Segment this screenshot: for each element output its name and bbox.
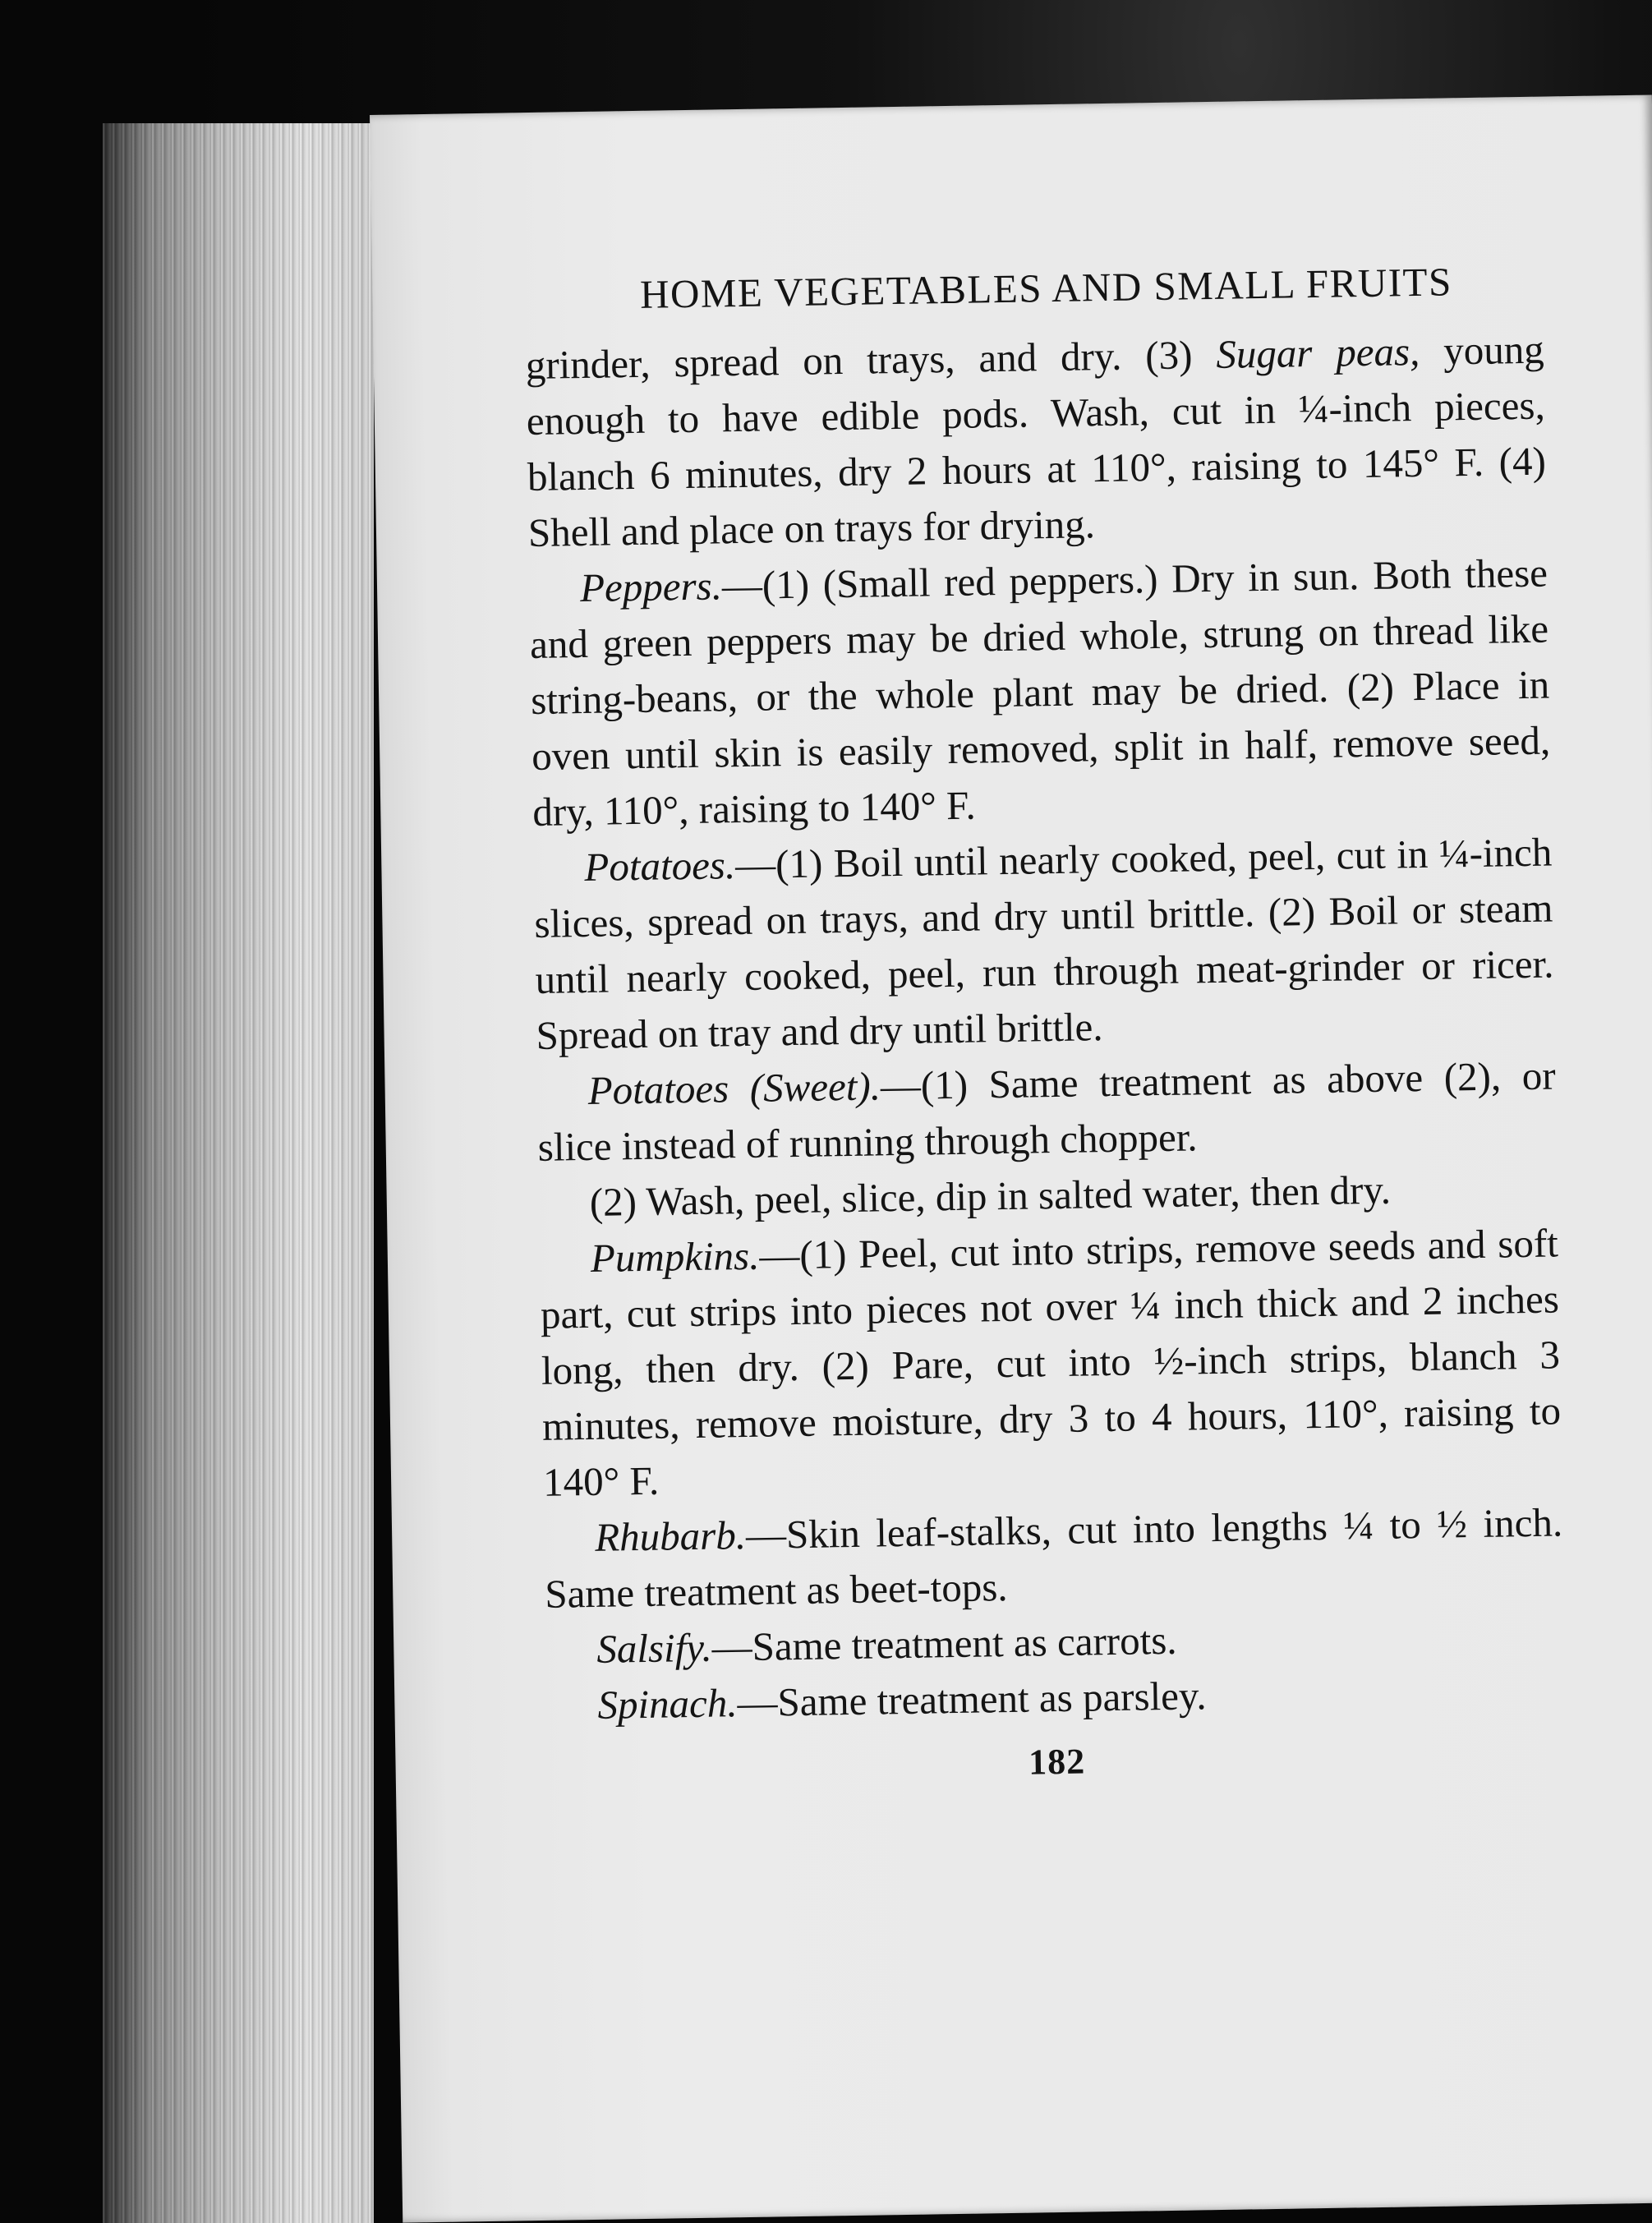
- paragraph-text-rest: young enough to have edible pods. Wash, cut in ¼-inch pieces, blanch 6 minutes, dry 2 hours at 110°, raising to 145° F. (4) Shell and place on trays for drying.: [526, 326, 1547, 556]
- paragraph-text: —Skin leaf-stalks, cut into lengths ¼ to ½ inch. Same treatment as beet-tops.: [544, 1499, 1563, 1617]
- paragraph-text: —Same treatment as parsley.: [737, 1673, 1207, 1726]
- paragraph-lead-term: Peppers.: [579, 563, 723, 611]
- page-number: 182: [1028, 1741, 1086, 1783]
- paragraph-lead-term: Potatoes.: [583, 842, 736, 891]
- paragraph-lead-term: Pumpkins.: [590, 1232, 760, 1281]
- paragraph-text: —(1) Boil until nearly cooked, peel, cut in ¼-inch slices, spread on trays, and dry until brittle. (2) Boil or steam until nearly cooked, peel, run through meat-grinder or ricer. Spread on tray and dry until brittle.: [534, 829, 1554, 1058]
- paragraph-text: —Same treatment as carrots.: [711, 1617, 1177, 1670]
- paragraph-lead-term: Potatoes: [587, 1065, 729, 1113]
- paragraph-peppers: [529, 545, 1552, 840]
- paragraph-text: —(1) Same treatment as above (2), or slice instead of running through chopper.: [537, 1052, 1556, 1170]
- paragraph-text: —(1) Peel, cut into strips, remove seeds and soft part, cut strips into pieces not over ¼ inch thick and 2 inches long, then dry. (2) Pare, cut into ½-inch strips, blanch 3 minutes, remove moisture, dry 3 to 4 hours, 110°, raising to 140° F.: [540, 1220, 1562, 1505]
- paragraph-text: grinder, spread on trays, and dry. (3): [525, 331, 1217, 389]
- paragraph-lead-qualifier: (Sweet).: [728, 1063, 881, 1112]
- running-head: HOME VEGETABLES AND SMALL FRUITS: [639, 259, 1453, 317]
- paragraph-sugar-peas: [525, 322, 1547, 561]
- book-page: [370, 94, 1652, 2222]
- paragraph-potatoes: [533, 825, 1555, 1064]
- paragraph-pumpkins: [539, 1215, 1562, 1510]
- paragraph-lead-term: Salsify.: [596, 1624, 712, 1672]
- paragraph-sweet-potatoes: [536, 1047, 1557, 1175]
- paragraph-lead-term: Rhubarb.: [594, 1512, 747, 1560]
- paragraph-text: (2) Wash, peel, slice, dip in salted water, then dry.: [589, 1167, 1392, 1225]
- paragraph-rhubarb: [544, 1494, 1564, 1622]
- paragraph-emphasis: Sugar peas,: [1215, 328, 1420, 377]
- paragraph-lead-term: Spinach.: [597, 1680, 738, 1728]
- paragraph-text: —(1) (Small red peppers.) Dry in sun. Both these and green peppers may be dried whole, strung on thread like string-beans, or the whole plant may be dried. (2) Place in oven until skin is easily removed, split in half, remove seed, dry, 110°, raising to 140° F.: [529, 550, 1551, 835]
- book-page-edges: [103, 123, 374, 2223]
- page-text-block: [524, 257, 1567, 1791]
